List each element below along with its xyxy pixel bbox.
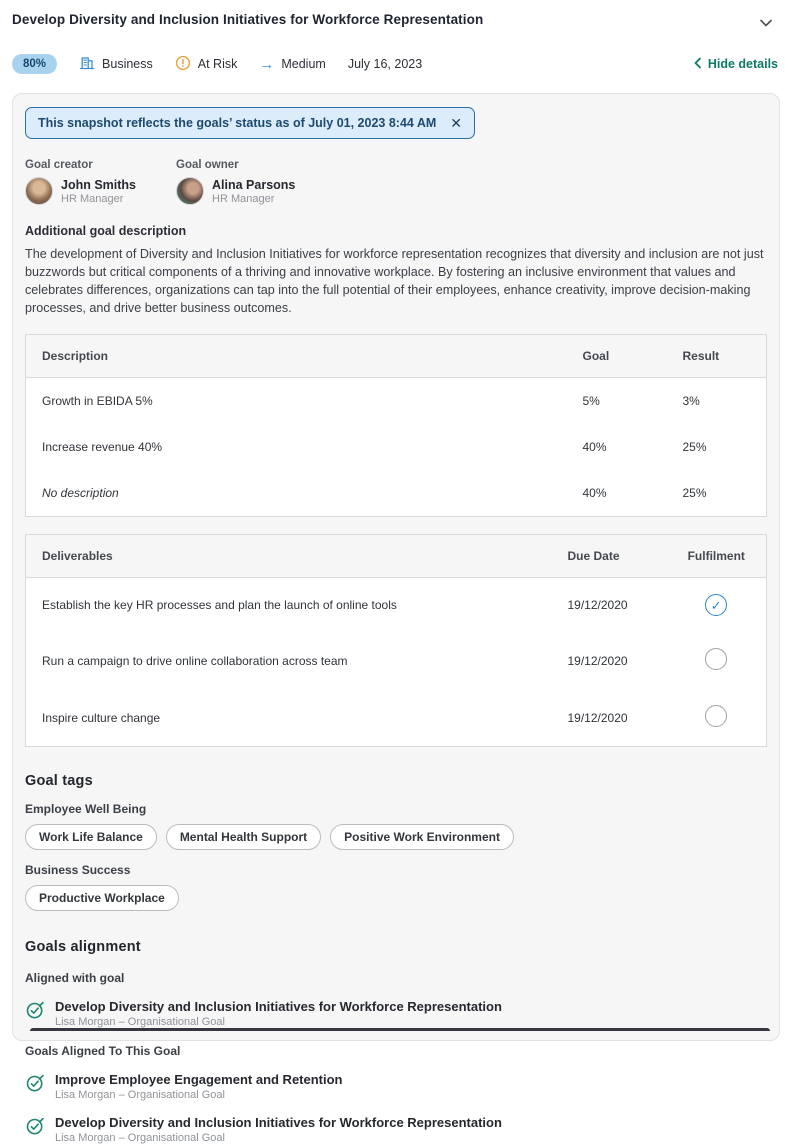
measures-table (25, 334, 767, 517)
measure-row (26, 470, 767, 517)
fulfilment-checkbox[interactable] (705, 594, 727, 616)
measure-goal: 40% (567, 470, 667, 517)
category-label: Business (102, 57, 153, 71)
aligned-to-list (25, 1072, 767, 1144)
measures-header-row (26, 335, 767, 378)
goal-tags-heading: Goal tags (25, 773, 93, 789)
warning-icon (175, 55, 191, 74)
tag-row (25, 885, 767, 911)
measures-header-description: Description (26, 335, 567, 378)
fulfilment-checkbox[interactable] (705, 648, 727, 670)
goal-meta-row (12, 54, 778, 74)
deliverable-name: Run a campaign to drive online collaboration across team (26, 632, 552, 689)
goal-creator-block (25, 159, 136, 205)
goal-tag: Work Life Balance (25, 824, 157, 850)
deliverables-header-fulfilment: Fulfilment (667, 535, 767, 578)
hide-details-label: Hide details (707, 57, 778, 71)
measure-result: 25% (667, 470, 767, 517)
creator-role: HR Manager (61, 192, 124, 205)
status-badge (175, 55, 238, 74)
goals-alignment-heading: Goals alignment (25, 939, 141, 955)
tag-row (25, 824, 767, 850)
close-icon[interactable]: ✕ (450, 115, 463, 131)
chevron-left-icon (693, 57, 702, 72)
page-title: Develop Diversity and Inclusion Initiatives for Workforce Representation (12, 12, 484, 27)
aligned-goal-subtitle: Lisa Morgan – Organisational Goal (55, 1016, 225, 1028)
priority-label: Medium (281, 57, 326, 71)
deliverables-header-row (26, 535, 767, 578)
goals-alignment-section (25, 939, 767, 1144)
owner-avatar (176, 177, 204, 205)
aligned-to-label: Goals Aligned To This Goal (25, 1044, 181, 1058)
goal-tag: Productive Workplace (25, 885, 179, 911)
deliverable-due-date: 19/12/2020 (552, 578, 667, 633)
arrow-right-icon: → (259, 55, 275, 73)
measure-result: 25% (667, 424, 767, 470)
goal-owner (176, 177, 295, 205)
deliverable-due-date: 19/12/2020 (552, 632, 667, 689)
measure-description: No description (26, 470, 567, 517)
goal-tag: Mental Health Support (166, 824, 321, 850)
measure-row (26, 378, 767, 425)
aligned-goal-item[interactable] (25, 1115, 767, 1144)
people-row (25, 159, 767, 205)
check-icon: ✓ (710, 597, 722, 613)
measure-goal: 40% (567, 424, 667, 470)
deliverables-header-name: Deliverables (26, 535, 552, 578)
snapshot-banner-text: This snapshot reflects the goals’ status as of July 01, 2023 8:44 AM (38, 116, 437, 130)
goal-target-icon (25, 1073, 45, 1093)
aligned-goal-title: Develop Diversity and Inclusion Initiatives for Workforce Representation (55, 999, 502, 1014)
creator-avatar (25, 177, 53, 205)
goal-creator (25, 177, 136, 205)
aligned-goal-item[interactable] (25, 999, 767, 1028)
aligned-with-list (25, 999, 767, 1028)
goal-owner-label: Goal owner (176, 159, 239, 171)
goal-details-card (12, 93, 780, 1144)
status-label: At Risk (197, 57, 238, 71)
measure-description: Growth in EBIDA 5% (26, 378, 567, 425)
goal-owner-block (176, 159, 295, 205)
deliverable-name: Inspire culture change (26, 689, 552, 747)
description-text: The development of Diversity and Inclusion Initiatives for workforce representation recognizes that diversity and inclusion are not just buzzwords but critical components of a thriving and innovative workplace. By fostering an inclusive environment that values and celebrates differences, organizations can tap into the full potential of their employees, enhance creativity, improve decision-making processes, and drive better business outcomes. (25, 247, 764, 315)
goal-target-icon (25, 1116, 45, 1136)
priority-badge (259, 57, 325, 72)
fulfilment-checkbox[interactable] (705, 705, 727, 727)
goal-tag: Positive Work Environment (330, 824, 514, 850)
aligned-goal-subtitle: Lisa Morgan – Organisational Goal (55, 1132, 225, 1144)
deliverables-header-due: Due Date (552, 535, 667, 578)
deliverable-row (26, 689, 767, 747)
deliverable-fulfilment-cell (667, 689, 767, 747)
creator-name: John Smiths (61, 177, 137, 192)
aligned-with-label: Aligned with goal (25, 971, 125, 985)
owner-role: HR Manager (212, 192, 275, 205)
measure-description: Increase revenue 40% (26, 424, 567, 470)
cutoff-dark-bar (30, 1028, 770, 1031)
goal-date: July 16, 2023 (347, 57, 423, 71)
progress-badge: 80% (12, 54, 57, 74)
category-badge (79, 55, 153, 74)
aligned-goal-title: Improve Employee Engagement and Retention (55, 1072, 343, 1087)
chevron-down-icon[interactable] (756, 13, 776, 38)
hide-details-button[interactable] (693, 57, 778, 72)
description-heading: Additional goal description (25, 224, 187, 238)
goal-tags-section (25, 773, 767, 911)
measures-header-goal: Goal (567, 335, 667, 378)
deliverable-fulfilment-cell (667, 632, 767, 689)
deliverable-name: Establish the key HR processes and plan the launch of online tools (26, 578, 552, 633)
goal-target-icon (25, 1000, 45, 1020)
measure-goal: 5% (567, 378, 667, 425)
aligned-goal-item[interactable] (25, 1072, 767, 1101)
aligned-goal-subtitle: Lisa Morgan – Organisational Goal (55, 1089, 225, 1101)
building-icon (79, 55, 95, 74)
tag-group-label: Business Success (25, 863, 131, 877)
aligned-goal-title: Develop Diversity and Inclusion Initiatives for Workforce Representation (55, 1115, 502, 1130)
snapshot-banner (25, 107, 475, 139)
tag-group-label: Employee Well Being (25, 802, 147, 816)
goal-header (0, 0, 792, 38)
owner-name: Alina Parsons (212, 177, 296, 192)
deliverable-due-date: 19/12/2020 (552, 689, 667, 747)
deliverable-fulfilment-cell (667, 578, 767, 633)
deliverable-row (26, 632, 767, 689)
measure-row (26, 424, 767, 470)
deliverables-table (25, 534, 767, 747)
goal-creator-label: Goal creator (25, 159, 93, 171)
measure-result: 3% (667, 378, 767, 425)
measures-header-result: Result (667, 335, 767, 378)
deliverable-row (26, 578, 767, 633)
